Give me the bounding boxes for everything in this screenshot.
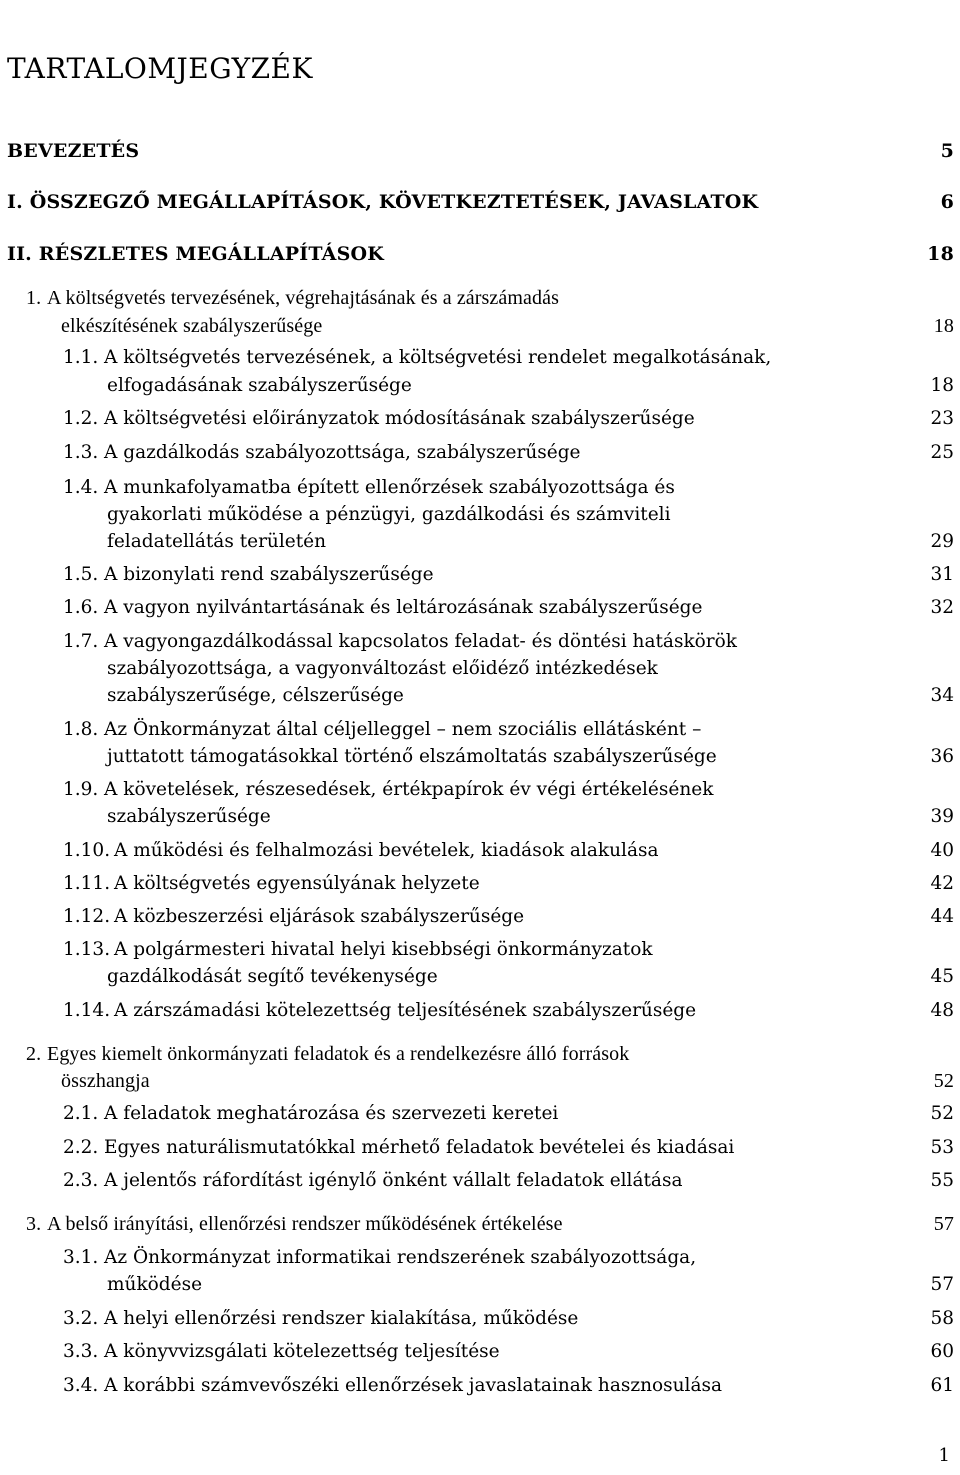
toc-entry-text-line2: működése bbox=[107, 1274, 203, 1295]
toc-entry-page: 36 bbox=[930, 746, 954, 767]
toc-entry-number: 1.11. bbox=[63, 873, 111, 894]
page-title: TARTALOMJEGYZÉK bbox=[7, 52, 313, 85]
toc-entry-text: Az Önkormányzat által céljelleggel – nem szociális ellátásként – bbox=[104, 719, 702, 740]
toc-entry-text: A vagyon nyilvántartásának és leltározásának szabályszerűsége bbox=[104, 597, 703, 618]
toc-entry-page: 57 bbox=[933, 1213, 954, 1235]
toc-entry-number: 1.12. bbox=[63, 906, 111, 927]
toc-entry-text-line2: gyakorlati működése a pénzügyi, gazdálkodási és számviteli bbox=[107, 504, 671, 525]
toc-entry-text-line3: szabályszerűsége, célszerűsége bbox=[107, 685, 404, 706]
toc-entry-page: 34 bbox=[930, 685, 954, 706]
toc-entry-number: 1.5. bbox=[63, 564, 99, 585]
toc-entry-page: 29 bbox=[930, 531, 954, 552]
toc-entry-text: A költségvetési előirányzatok módosításának szabályszerűsége bbox=[104, 408, 695, 429]
toc-entry-page: 61 bbox=[930, 1375, 954, 1396]
toc-entry-text: A közbeszerzési eljárások szabályszerűsége bbox=[114, 906, 525, 927]
toc-entry-page: 18 bbox=[933, 315, 954, 337]
page-number: 1 bbox=[938, 1445, 950, 1466]
toc-entry-text-line2: juttatott támogatásokkal történő elszámoltatás szabályszerűsége bbox=[107, 746, 717, 767]
toc-entry-text: A feladatok meghatározása és szervezeti keretei bbox=[104, 1103, 559, 1124]
toc-entry-text-line2: szabályszerűsége bbox=[107, 806, 271, 827]
toc-entry-number: 3.1. bbox=[63, 1247, 99, 1268]
toc-entry-page: 42 bbox=[930, 873, 954, 894]
toc-entry-page: 52 bbox=[933, 1070, 954, 1092]
toc-entry-page: 60 bbox=[930, 1341, 954, 1362]
toc-entry-page: 31 bbox=[930, 564, 954, 585]
toc-entry-page: 32 bbox=[930, 597, 954, 618]
toc-entry-text: A költségvetés tervezésének, a költségvetési rendelet megalkotásának, bbox=[104, 347, 772, 368]
toc-entry-number: 1.6. bbox=[63, 597, 99, 618]
toc-entry-text-line3: feladatellátás területén bbox=[107, 531, 327, 552]
toc-entry-text: A követelések, részesedések, értékpapírok év végi értékelésének bbox=[104, 779, 714, 800]
toc-entry-number: 1.1. bbox=[63, 347, 99, 368]
toc-entry-number: 2.2. bbox=[63, 1137, 99, 1158]
toc-entry-page: 39 bbox=[930, 806, 954, 827]
toc-entry-page: 23 bbox=[930, 408, 954, 429]
toc-entry-text: Az Önkormányzat informatikai rendszerének szabályozottsága, bbox=[104, 1247, 697, 1268]
toc-entry-text: A belső irányítási, ellenőrzési rendszer működésének értékelése bbox=[47, 1213, 563, 1235]
toc-entry-number: 2. bbox=[26, 1043, 42, 1065]
toc-entry-text-line2: gazdálkodását segítő tevékenysége bbox=[107, 966, 438, 987]
toc-entry-number: 2.3. bbox=[63, 1170, 99, 1191]
toc-entry-page: 5 bbox=[940, 140, 954, 162]
toc-entry-text: A vagyongazdálkodással kapcsolatos feladat- és döntési hatáskörök bbox=[104, 631, 737, 652]
toc-entry-text: A helyi ellenőrzési rendszer kialakítása, működése bbox=[104, 1308, 579, 1329]
toc-entry-text-line2: szabályozottsága, a vagyonváltozást előidéző intézkedések bbox=[107, 658, 658, 679]
toc-entry-page: 18 bbox=[927, 243, 954, 265]
toc-entry-page: 53 bbox=[930, 1137, 954, 1158]
toc-entry-text: A korábbi számvevőszéki ellenőrzések javaslatainak hasznosulása bbox=[104, 1375, 723, 1396]
toc-entry-number: 1.7. bbox=[63, 631, 99, 652]
toc-entry-page: 18 bbox=[930, 375, 954, 396]
toc-entry-text: A működési és felhalmozási bevételek, kiadások alakulása bbox=[114, 840, 659, 861]
toc-entry-text: Egyes kiemelt önkormányzati feladatok és a rendelkezésre álló források bbox=[47, 1043, 630, 1065]
toc-entry-page: 48 bbox=[930, 1000, 954, 1021]
toc-entry-page: 40 bbox=[930, 840, 954, 861]
toc-entry-text: A gazdálkodás szabályozottsága, szabályszerűsége bbox=[104, 442, 581, 463]
toc-entry-number: 1.13. bbox=[63, 939, 111, 960]
toc-entry-number: 1.10. bbox=[63, 840, 111, 861]
toc-entry-page: 45 bbox=[930, 966, 954, 987]
toc-entry-text-line2: elfogadásának szabályszerűsége bbox=[107, 375, 412, 396]
toc-entry-number: 3. bbox=[26, 1213, 42, 1235]
toc-entry-number: 2.1. bbox=[63, 1103, 99, 1124]
toc-entry-text: A könyvvizsgálati kötelezettség teljesítése bbox=[104, 1341, 500, 1362]
toc-entry-text: Egyes naturálismutatókkal mérhető feladatok bevételei és kiadásai bbox=[104, 1137, 735, 1158]
toc-entry-text: A munkafolyamatba épített ellenőrzések szabályozottsága és bbox=[104, 477, 675, 498]
toc-entry-text: A zárszámadási kötelezettség teljesítésének szabályszerűsége bbox=[114, 1000, 697, 1021]
toc-entry-text: A költségvetés egyensúlyának helyzete bbox=[114, 873, 480, 894]
toc-entry-page: 25 bbox=[930, 442, 954, 463]
toc-entry-number: 1.9. bbox=[63, 779, 99, 800]
toc-entry-page: 55 bbox=[930, 1170, 954, 1191]
toc-entry-number: 1. bbox=[26, 287, 42, 309]
toc-entry-number: 3.3. bbox=[63, 1341, 99, 1362]
toc-entry-number: 1.8. bbox=[63, 719, 99, 740]
toc-entry-number: 1.3. bbox=[63, 442, 99, 463]
toc-entry-page: 57 bbox=[930, 1274, 954, 1295]
toc-entry-text-line2: összhangja bbox=[61, 1070, 150, 1092]
toc-entry-text-line2: elkészítésének szabályszerűsége bbox=[61, 315, 323, 337]
toc-entry-number: 1.2. bbox=[63, 408, 99, 429]
toc-entry-number: 1.14. bbox=[63, 1000, 111, 1021]
toc-entry-number: 1.4. bbox=[63, 477, 99, 498]
toc-entry-text: II. RÉSZLETES MEGÁLLAPÍTÁSOK bbox=[7, 243, 385, 265]
toc-entry-text: I. ÖSSZEGZŐ MEGÁLLAPÍTÁSOK, KÖVETKEZTETÉSEK, JAVASLATOK bbox=[7, 191, 759, 213]
toc-entry-text: A polgármesteri hivatal helyi kisebbségi önkormányzatok bbox=[114, 939, 653, 960]
toc-entry-page: 44 bbox=[930, 906, 954, 927]
toc-entry-page: 52 bbox=[930, 1103, 954, 1124]
toc-entry-number: 3.2. bbox=[63, 1308, 99, 1329]
toc-entry-text: A jelentős ráfordítást igénylő önként vállalt feladatok ellátása bbox=[104, 1170, 683, 1191]
toc-entry-number: 3.4. bbox=[63, 1375, 99, 1396]
toc-entry-page: 58 bbox=[930, 1308, 954, 1329]
toc-entry-text: BEVEZETÉS bbox=[7, 140, 140, 162]
toc-entry-text: A bizonylati rend szabályszerűsége bbox=[104, 564, 434, 585]
toc-entry-page: 6 bbox=[940, 191, 954, 213]
toc-entry-text: A költségvetés tervezésének, végrehajtásának és a zárszámadás bbox=[47, 287, 559, 309]
